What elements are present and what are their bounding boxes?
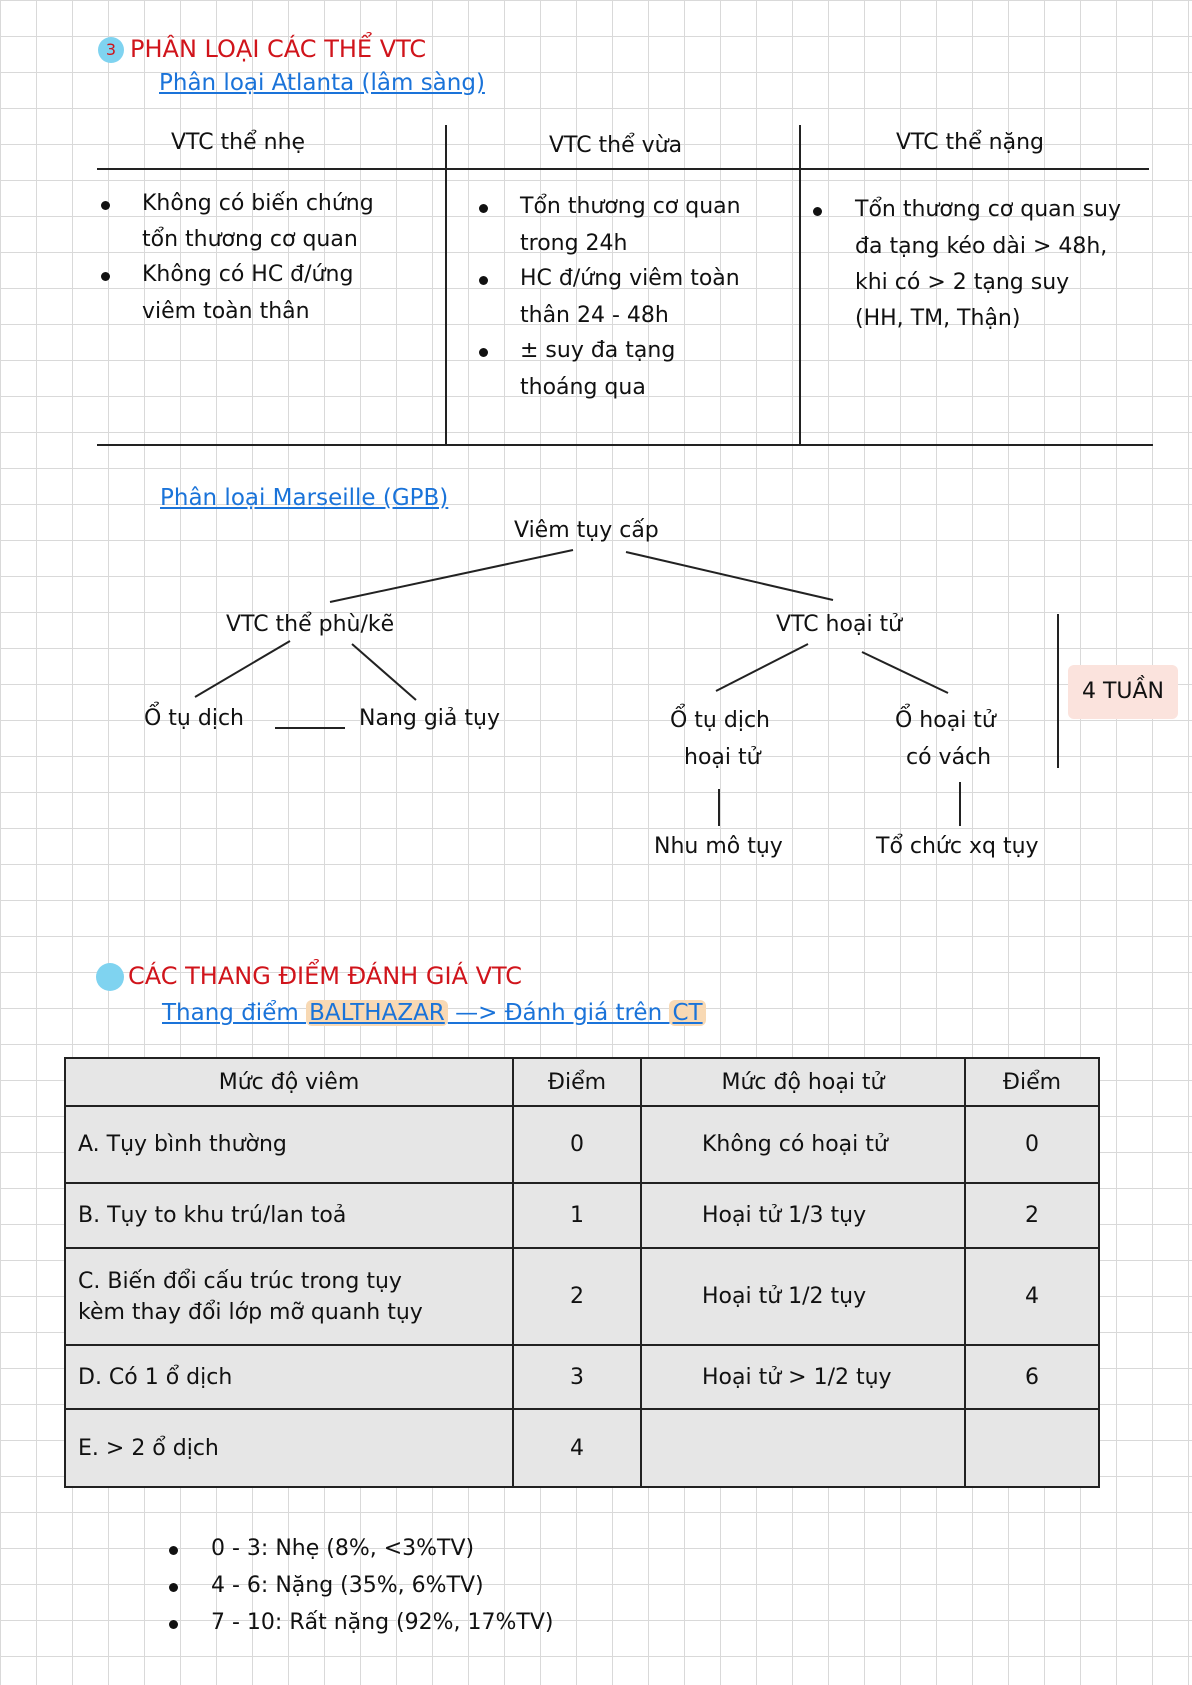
inflammation-cell-line: kèm thay đổi lớp mỡ quanh tụy <box>78 1299 423 1325</box>
atlanta-title: Phân loại Atlanta (lâm sàng) <box>159 70 485 96</box>
bullet-dot <box>169 1583 178 1592</box>
necrosis-cell <box>641 1409 965 1487</box>
balthazar-subtitle-prefix: Thang điểm <box>162 1000 307 1026</box>
inflammation-cell-line: C. Biến đổi cấu trúc trong tụy <box>78 1268 402 1294</box>
score-cell: 2 <box>513 1248 641 1345</box>
atlanta-severe-line: Tổn thương cơ quan suy <box>855 197 1122 222</box>
section-4-heading <box>96 962 522 991</box>
table-header: Mức độ hoại tử <box>641 1058 965 1106</box>
ct-highlight: CT <box>669 1000 705 1026</box>
tree-node-necrotizing: VTC hoại tử <box>776 612 903 637</box>
score-cell: 2 <box>965 1183 1099 1248</box>
atlanta-moderate-line: Tổn thương cơ quan <box>520 194 741 219</box>
necrosis-cell: Hoại tử > 1/2 tụy <box>641 1345 965 1409</box>
section-circle-icon <box>96 963 124 991</box>
section-number-badge: 3 <box>98 37 124 63</box>
atlanta-moderate-line: HC đ/ứng viêm toàn <box>520 266 740 291</box>
balthazar-highlight: BALTHAZAR <box>306 1000 448 1026</box>
inflammation-cell: D. Có 1 ổ dịch <box>65 1345 513 1409</box>
atlanta-moderate-line: ± suy đa tạng <box>520 338 676 363</box>
atlanta-header-mild: VTC thể nhẹ <box>171 130 306 155</box>
atlanta-moderate-line: thân 24 - 48h <box>520 303 669 328</box>
atlanta-mild-line: tổn thương cơ quan <box>142 227 358 252</box>
atlanta-header-moderate: VTC thể vừa <box>549 133 683 158</box>
inflammation-cell <box>65 1248 513 1345</box>
tree-node-pseudocyst: Nang giả tụy <box>359 706 500 731</box>
tree-root: Viêm tụy cấp <box>514 518 659 543</box>
necrosis-cell: Hoại tử 1/2 tụy <box>641 1248 965 1345</box>
table-header: Mức độ viêm <box>65 1058 513 1106</box>
table-row <box>65 1183 1099 1248</box>
bullet-dot <box>169 1620 178 1629</box>
tree-node-fluid-collection: Ổ tụ dịch <box>144 706 244 731</box>
score-cell: 1 <box>513 1183 641 1248</box>
atlanta-severe-line: đa tạng kéo dài > 48h, <box>855 234 1108 259</box>
table-row <box>65 1409 1099 1487</box>
balthazar-subtitle <box>162 1000 706 1026</box>
tree-node-necrotic-collection-2: hoại tử <box>684 745 761 770</box>
necrosis-cell: Hoại tử 1/3 tụy <box>641 1183 965 1248</box>
table-header-row <box>65 1058 1099 1106</box>
score-cell: 0 <box>965 1106 1099 1183</box>
tree-node-peripancreatic: Tổ chức xq tụy <box>876 834 1039 859</box>
atlanta-severe-line: (HH, TM, Thận) <box>855 306 1021 331</box>
balthazar-table <box>64 1057 1100 1488</box>
table-header: Điểm <box>513 1058 641 1106</box>
severity-bullet: 7 - 10: Rất nặng (92%, 17%TV) <box>211 1610 554 1635</box>
bullet-dot <box>169 1546 178 1555</box>
severity-bullet: 4 - 6: Nặng (35%, 6%TV) <box>211 1573 484 1598</box>
atlanta-mild-line: Không có biến chứng <box>142 191 374 216</box>
atlanta-moderate-line: trong 24h <box>520 231 628 256</box>
score-cell <box>965 1409 1099 1487</box>
inflammation-cell: A. Tụy bình thường <box>65 1106 513 1183</box>
section-3-title: PHÂN LOẠI CÁC THỂ VTC <box>130 35 427 63</box>
table-header: Điểm <box>965 1058 1099 1106</box>
atlanta-severe-line: khi có > 2 tạng suy <box>855 270 1070 295</box>
tree-node-parenchyma: Nhu mô tụy <box>654 834 783 859</box>
necrosis-cell: Không có hoại tử <box>641 1106 965 1183</box>
score-cell: 3 <box>513 1345 641 1409</box>
tree-node-walled-necrosis-2: có vách <box>906 745 992 770</box>
score-cell: 0 <box>513 1106 641 1183</box>
table-row <box>65 1248 1099 1345</box>
tree-node-necrotic-collection: Ổ tụ dịch <box>670 708 770 733</box>
four-weeks-badge: 4 TUẦN <box>1068 665 1178 719</box>
atlanta-mild-line: Không có HC đ/ứng <box>142 262 354 287</box>
score-cell: 6 <box>965 1345 1099 1409</box>
atlanta-mild-line: viêm toàn thân <box>142 299 310 324</box>
score-cell: 4 <box>513 1409 641 1487</box>
table-row <box>65 1345 1099 1409</box>
score-cell: 4 <box>965 1248 1099 1345</box>
marseille-title: Phân loại Marseille (GPB) <box>160 485 449 511</box>
severity-bullet: 0 - 3: Nhẹ (8%, <3%TV) <box>211 1536 475 1561</box>
table-row <box>65 1106 1099 1183</box>
atlanta-header-severe: VTC thể nặng <box>896 130 1044 155</box>
inflammation-cell: B. Tụy to khu trú/lan toả <box>65 1183 513 1248</box>
tree-node-edematous: VTC thể phù/kẽ <box>226 612 395 637</box>
tree-node-walled-necrosis: Ổ hoại tử <box>895 708 996 733</box>
atlanta-moderate-line: thoáng qua <box>520 375 646 400</box>
section-4-title: CÁC THANG ĐIỂM ĐÁNH GIÁ VTC <box>128 962 522 990</box>
balthazar-subtitle-mid: —> Đánh giá trên <box>447 1000 670 1026</box>
inflammation-cell: E. > 2 ổ dịch <box>65 1409 513 1487</box>
